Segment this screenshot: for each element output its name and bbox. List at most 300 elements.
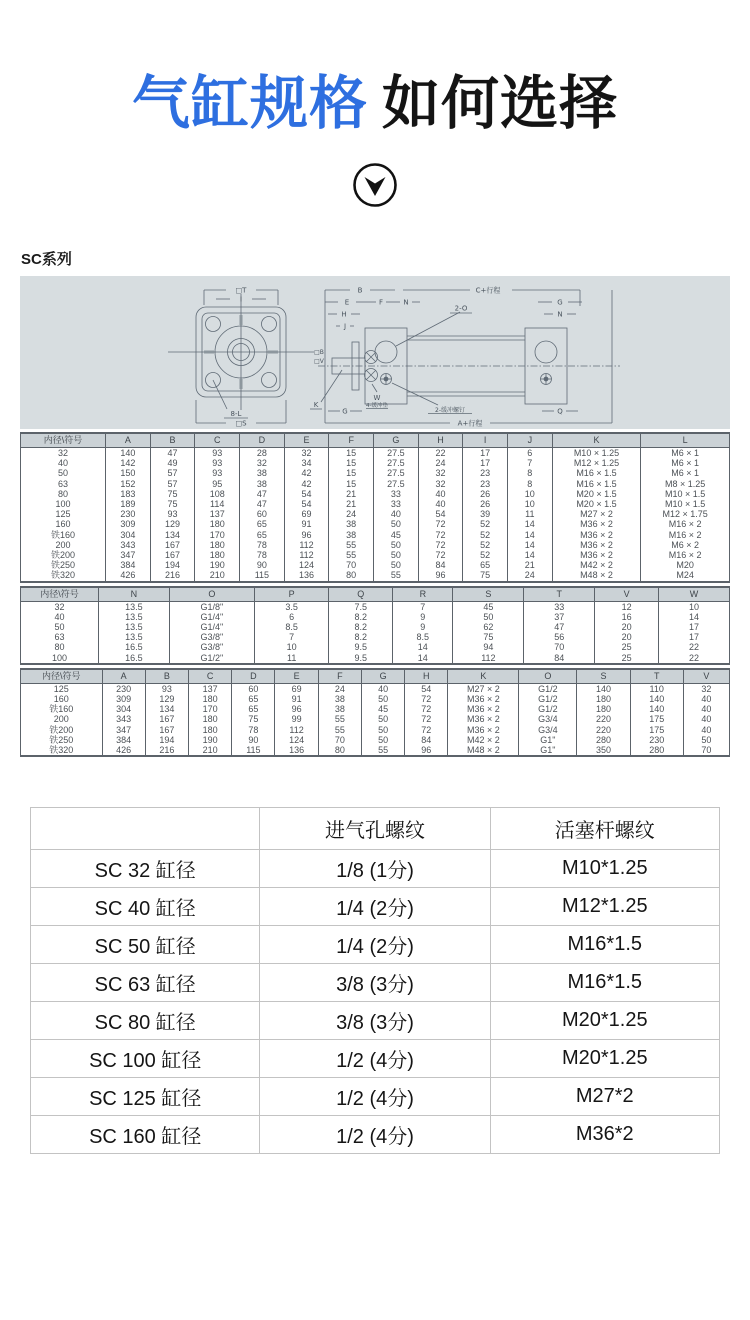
table-row <box>21 448 730 459</box>
column-header: J <box>507 433 552 448</box>
front-view <box>168 290 314 423</box>
cell: 23 <box>463 479 508 489</box>
table-row <box>21 642 730 652</box>
row-label: 32 <box>58 448 69 458</box>
cell: 75 <box>232 714 275 724</box>
cell: 210 <box>189 745 232 756</box>
cell: 170 <box>189 704 232 714</box>
cell: 80 <box>318 745 361 756</box>
table-row <box>21 570 730 581</box>
svg-text:□T: □T <box>235 286 247 295</box>
cell: 210 <box>195 570 240 581</box>
column-header: B <box>150 433 195 448</box>
column-header: 进气孔螺纹 <box>260 808 490 850</box>
cell: 129 <box>145 694 188 704</box>
cell: 50 <box>361 735 404 745</box>
cell: 124 <box>284 560 329 570</box>
cell: 230 <box>630 735 683 745</box>
cell: 8.2 <box>329 622 393 632</box>
cell: G1/4" <box>169 622 254 632</box>
row-label: 50 <box>58 468 69 479</box>
cell: 50 <box>374 550 419 560</box>
column-header: H <box>418 433 463 448</box>
table-row <box>21 725 730 735</box>
cell: 12 <box>595 601 659 612</box>
cell: G3/8" <box>169 642 254 652</box>
cell: 347 <box>102 725 145 735</box>
cell: 175 <box>630 714 683 724</box>
cell: M36*2 <box>490 1116 719 1154</box>
row-label: 80 <box>58 488 69 499</box>
cell: M8 × 1.25 <box>641 479 730 489</box>
cell: 80 <box>329 570 374 581</box>
svg-text:C+行程: C+行程 <box>475 286 501 295</box>
cell: 65 <box>232 704 275 714</box>
cell: 194 <box>145 735 188 745</box>
row-label: SC 80 缸径 <box>31 1002 260 1040</box>
cell: G3/4 <box>519 725 577 735</box>
cell: 50 <box>453 612 524 622</box>
column-header: C <box>189 669 232 684</box>
cell: 40 <box>374 509 419 519</box>
cell: 24 <box>507 570 552 581</box>
header-row <box>21 433 730 448</box>
cell: 22 <box>659 642 730 652</box>
column-header: T <box>524 587 595 602</box>
dimension-tables <box>20 432 730 757</box>
row-label: 100 <box>55 499 71 510</box>
sc-technical-drawing <box>20 276 730 429</box>
cell: M42 × 2 <box>448 735 519 745</box>
cell: 50 <box>361 725 404 735</box>
cell: 16.5 <box>98 653 169 664</box>
cell: G1/2 <box>519 694 577 704</box>
cell: 9.5 <box>329 642 393 652</box>
cell: 343 <box>106 540 151 550</box>
column-header: 内径\符号 <box>21 669 103 684</box>
cell: 40 <box>418 489 463 499</box>
cell: 10 <box>507 499 552 509</box>
table-row <box>21 632 730 642</box>
cell: 280 <box>577 735 630 745</box>
svg-text:H: H <box>341 310 347 319</box>
column-header: H <box>405 669 448 684</box>
svg-text:F: F <box>378 298 384 307</box>
cell: 180 <box>189 694 232 704</box>
table-row <box>21 468 730 478</box>
row-label: 铁250 <box>49 734 74 745</box>
cell: 84 <box>524 653 595 664</box>
table-row <box>31 926 720 964</box>
svg-text:2-O: 2-O <box>454 304 468 313</box>
cell: 1/2 (4分) <box>260 1040 490 1078</box>
cell: 230 <box>102 683 145 694</box>
cell: 70 <box>524 642 595 652</box>
cell: 10 <box>507 489 552 499</box>
cell: 1/4 (2分) <box>260 888 490 926</box>
cell: 304 <box>102 704 145 714</box>
cell: 8.2 <box>329 612 393 622</box>
cell: 309 <box>102 694 145 704</box>
cell: M16*1.5 <box>490 926 719 964</box>
cell: G1/2" <box>169 653 254 664</box>
cell: 55 <box>374 570 419 581</box>
cell: 96 <box>275 704 318 714</box>
cell: 32 <box>240 458 285 468</box>
cell: 309 <box>106 519 151 529</box>
cell: 17 <box>463 448 508 459</box>
cell: 90 <box>232 735 275 745</box>
svg-text:8-L: 8-L <box>230 410 242 418</box>
row-label: 160 <box>55 519 71 530</box>
cell: 56 <box>524 632 595 642</box>
cell: 280 <box>630 745 683 756</box>
cell: 14 <box>507 530 552 540</box>
header-row <box>21 669 730 684</box>
cell: M27 × 2 <box>552 509 641 519</box>
cell: 3/8 (3分) <box>260 964 490 1002</box>
header-row <box>21 587 730 602</box>
cell: 14 <box>659 612 730 622</box>
cell: M36 × 2 <box>448 725 519 735</box>
cell: 78 <box>240 540 285 550</box>
cell: 137 <box>195 509 240 519</box>
cell: 167 <box>150 550 195 560</box>
cell: 15 <box>329 448 374 459</box>
cell: 55 <box>318 714 361 724</box>
cell: 350 <box>577 745 630 756</box>
cell: 175 <box>630 725 683 735</box>
cell: M36 × 2 <box>448 714 519 724</box>
svg-text:4-缓冲垫: 4-缓冲垫 <box>366 403 388 409</box>
cell: 190 <box>195 560 240 570</box>
column-header: F <box>318 669 361 684</box>
cell: 50 <box>374 540 419 550</box>
cell: 220 <box>577 725 630 735</box>
cell: 52 <box>463 540 508 550</box>
row-label: 63 <box>54 632 65 643</box>
cell: 8 <box>507 479 552 489</box>
cell: 134 <box>145 704 188 714</box>
column-header: F <box>329 433 374 448</box>
cell: 170 <box>195 530 240 540</box>
cell: 9 <box>393 622 453 632</box>
cell: 13.5 <box>98 601 169 612</box>
cell: 10 <box>659 601 730 612</box>
cell: M6 × 1 <box>641 448 730 459</box>
cell: 14 <box>507 550 552 560</box>
svg-text:K: K <box>313 401 319 409</box>
row-label: 63 <box>58 478 69 489</box>
cell: 38 <box>318 694 361 704</box>
row-label: 160 <box>53 694 69 705</box>
cell: 32 <box>418 479 463 489</box>
cell: 7 <box>507 458 552 468</box>
cell: M6 × 2 <box>641 540 730 550</box>
table-row <box>21 479 730 489</box>
cell: 65 <box>463 560 508 570</box>
row-label: 32 <box>54 601 65 612</box>
row-label: 铁160 <box>49 704 74 715</box>
table-row <box>21 622 730 632</box>
table-row <box>31 1116 720 1154</box>
table-row <box>21 489 730 499</box>
cell: M36 × 2 <box>552 530 641 540</box>
cell: 27.5 <box>374 468 419 478</box>
table-row <box>31 850 720 888</box>
row-label: 200 <box>53 714 69 725</box>
cell: 136 <box>284 570 329 581</box>
cell: 54 <box>284 499 329 509</box>
row-label: 铁320 <box>49 745 74 756</box>
table-row <box>21 735 730 745</box>
cell: 45 <box>361 704 404 714</box>
cell: 11 <box>254 653 328 664</box>
cell: 137 <box>189 683 232 694</box>
cell: M10 × 1.25 <box>552 448 641 459</box>
cell: 426 <box>106 570 151 581</box>
table-row <box>31 1078 720 1116</box>
cell: 57 <box>150 479 195 489</box>
row-label: 铁200 <box>51 550 76 561</box>
cell: 47 <box>524 622 595 632</box>
cell: 112 <box>284 550 329 560</box>
cell: 54 <box>418 509 463 519</box>
table-row <box>21 550 730 560</box>
cell: M36 × 2 <box>552 519 641 529</box>
cell: 50 <box>374 560 419 570</box>
column-header: T <box>630 669 683 684</box>
cell: M48 × 2 <box>448 745 519 756</box>
cell: 60 <box>232 683 275 694</box>
cell: 6 <box>254 612 328 622</box>
cell: 1/2 (4分) <box>260 1116 490 1154</box>
cell: 72 <box>405 694 448 704</box>
cell: 40 <box>683 714 729 724</box>
cell: 20 <box>595 622 659 632</box>
cell: 55 <box>318 725 361 735</box>
cell: 70 <box>318 735 361 745</box>
cell: 20 <box>595 632 659 642</box>
cell: 426 <box>102 745 145 756</box>
side-view-labels <box>314 286 564 428</box>
cell: 15 <box>329 468 374 478</box>
svg-text:A+行程: A+行程 <box>457 419 483 428</box>
cell: 40 <box>361 683 404 694</box>
row-label: 40 <box>54 611 65 622</box>
cell: 8 <box>507 468 552 478</box>
cell: M10*1.25 <box>490 850 719 888</box>
cell: 3/8 (3分) <box>260 1002 490 1040</box>
cell: 140 <box>106 448 151 459</box>
cell: 33 <box>374 499 419 509</box>
svg-text:G: G <box>557 298 563 307</box>
cell: M12 × 1.25 <box>552 458 641 468</box>
page-title-rest: 如何选择 <box>382 71 619 136</box>
table-row <box>21 694 730 704</box>
row-label: 40 <box>58 458 69 469</box>
cell: M42 × 2 <box>552 560 641 570</box>
svg-text:□S: □S <box>235 419 247 428</box>
cell: 180 <box>577 694 630 704</box>
cell: 72 <box>405 704 448 714</box>
table-row <box>31 1002 720 1040</box>
scroll-down-icon <box>352 162 398 208</box>
column-header <box>31 808 260 850</box>
cell: 75 <box>453 632 524 642</box>
table-row <box>21 683 730 694</box>
cell: 39 <box>463 509 508 519</box>
cell: 112 <box>453 653 524 664</box>
cell: 14 <box>393 642 453 652</box>
cell: M24 <box>641 570 730 581</box>
column-header: R <box>393 587 453 602</box>
thread-selection-table <box>30 807 720 1154</box>
column-header: C <box>195 433 240 448</box>
cell: M6 × 1 <box>641 458 730 468</box>
cell: 180 <box>577 704 630 714</box>
cell: 52 <box>463 550 508 560</box>
series-heading: SC系列 <box>21 251 72 268</box>
cell: 183 <box>106 489 151 499</box>
cell: 16 <box>595 612 659 622</box>
svg-text:E: E <box>344 298 350 307</box>
column-header: 内径\符号 <box>21 587 99 602</box>
cell: 1/8 (1分) <box>260 850 490 888</box>
cell: 38 <box>318 704 361 714</box>
row-label: 50 <box>54 622 65 633</box>
row-label: SC 50 缸径 <box>31 926 260 964</box>
cell: 8.5 <box>393 632 453 642</box>
row-label: 铁320 <box>51 570 76 581</box>
cell: M36 × 2 <box>552 540 641 550</box>
cell: 180 <box>195 540 240 550</box>
cell: 9 <box>393 612 453 622</box>
cell: 13.5 <box>98 632 169 642</box>
cell: 84 <box>405 735 448 745</box>
cell: 8.2 <box>329 632 393 642</box>
column-header: L <box>641 433 730 448</box>
table-row <box>21 745 730 756</box>
column-header: O <box>519 669 577 684</box>
cell: G1" <box>519 745 577 756</box>
cell: 150 <box>106 468 151 478</box>
column-header: E <box>284 433 329 448</box>
row-label: 铁200 <box>49 724 74 735</box>
row-label: 125 <box>53 683 69 694</box>
cell: 6 <box>507 448 552 459</box>
svg-text:N: N <box>403 298 409 307</box>
cell: 14 <box>507 540 552 550</box>
cell: 84 <box>418 560 463 570</box>
cell: 65 <box>232 694 275 704</box>
cell: 27.5 <box>374 448 419 459</box>
row-label: SC 32 缸径 <box>31 850 260 888</box>
cell: 42 <box>284 468 329 478</box>
column-header: V <box>683 669 729 684</box>
table-row <box>21 601 730 612</box>
cell: 99 <box>275 714 318 724</box>
cell: 96 <box>284 530 329 540</box>
cell: M20*1.25 <box>490 1002 719 1040</box>
cell: 180 <box>189 714 232 724</box>
column-header: V <box>595 587 659 602</box>
cell: M16 × 2 <box>641 530 730 540</box>
cell: M20 × 1.5 <box>552 499 641 509</box>
cell: 72 <box>418 540 463 550</box>
table-row <box>31 964 720 1002</box>
cell: G3/8" <box>169 632 254 642</box>
sc-dimension-table-1 <box>20 432 730 583</box>
svg-text:N: N <box>557 310 563 319</box>
cell: 75 <box>150 499 195 509</box>
cell: M6 × 1 <box>641 468 730 478</box>
cell: 47 <box>240 499 285 509</box>
cell: 115 <box>232 745 275 756</box>
cell: 90 <box>240 560 285 570</box>
cell: 27.5 <box>374 458 419 468</box>
cell: M12*1.25 <box>490 888 719 926</box>
cell: 24 <box>329 509 374 519</box>
cell: 142 <box>106 458 151 468</box>
cell: M16 × 1.5 <box>552 479 641 489</box>
cell: 50 <box>361 694 404 704</box>
cell: 114 <box>195 499 240 509</box>
cell: M10 × 1.5 <box>641 489 730 499</box>
page-title <box>0 0 750 140</box>
cell: 17 <box>659 632 730 642</box>
cell: 47 <box>240 489 285 499</box>
cell: 194 <box>150 560 195 570</box>
row-label: 80 <box>54 642 65 653</box>
cell: 91 <box>284 519 329 529</box>
cell: 40 <box>418 499 463 509</box>
cell: 33 <box>524 601 595 612</box>
cell: 70 <box>683 745 729 756</box>
cell: 136 <box>275 745 318 756</box>
svg-text:2-缓冲螺钉: 2-缓冲螺钉 <box>435 407 465 414</box>
cell: 72 <box>405 714 448 724</box>
cell: 24 <box>318 683 361 694</box>
cell: 15 <box>329 479 374 489</box>
cell: 216 <box>145 745 188 756</box>
cell: 38 <box>329 519 374 529</box>
cell: 21 <box>507 560 552 570</box>
column-header: G <box>374 433 419 448</box>
cell: 34 <box>284 458 329 468</box>
cell: 54 <box>405 683 448 694</box>
cell: M16 × 1.5 <box>552 468 641 478</box>
cell: M16*1.5 <box>490 964 719 1002</box>
table-row <box>21 560 730 570</box>
cell: 13.5 <box>98 612 169 622</box>
row-label: 铁250 <box>51 560 76 571</box>
header-row <box>31 808 720 850</box>
cell: 52 <box>463 519 508 529</box>
cell: 23 <box>463 468 508 478</box>
cell: 347 <box>106 550 151 560</box>
cell: 140 <box>630 694 683 704</box>
cell: 180 <box>195 519 240 529</box>
cell: 112 <box>275 725 318 735</box>
svg-text:I: I <box>239 295 243 304</box>
cell: M10 × 1.5 <box>641 499 730 509</box>
cell: 7 <box>393 601 453 612</box>
svg-text:□B: □B <box>314 349 324 356</box>
column-header: O <box>169 587 254 602</box>
cell: 343 <box>102 714 145 724</box>
cell: 38 <box>240 479 285 489</box>
